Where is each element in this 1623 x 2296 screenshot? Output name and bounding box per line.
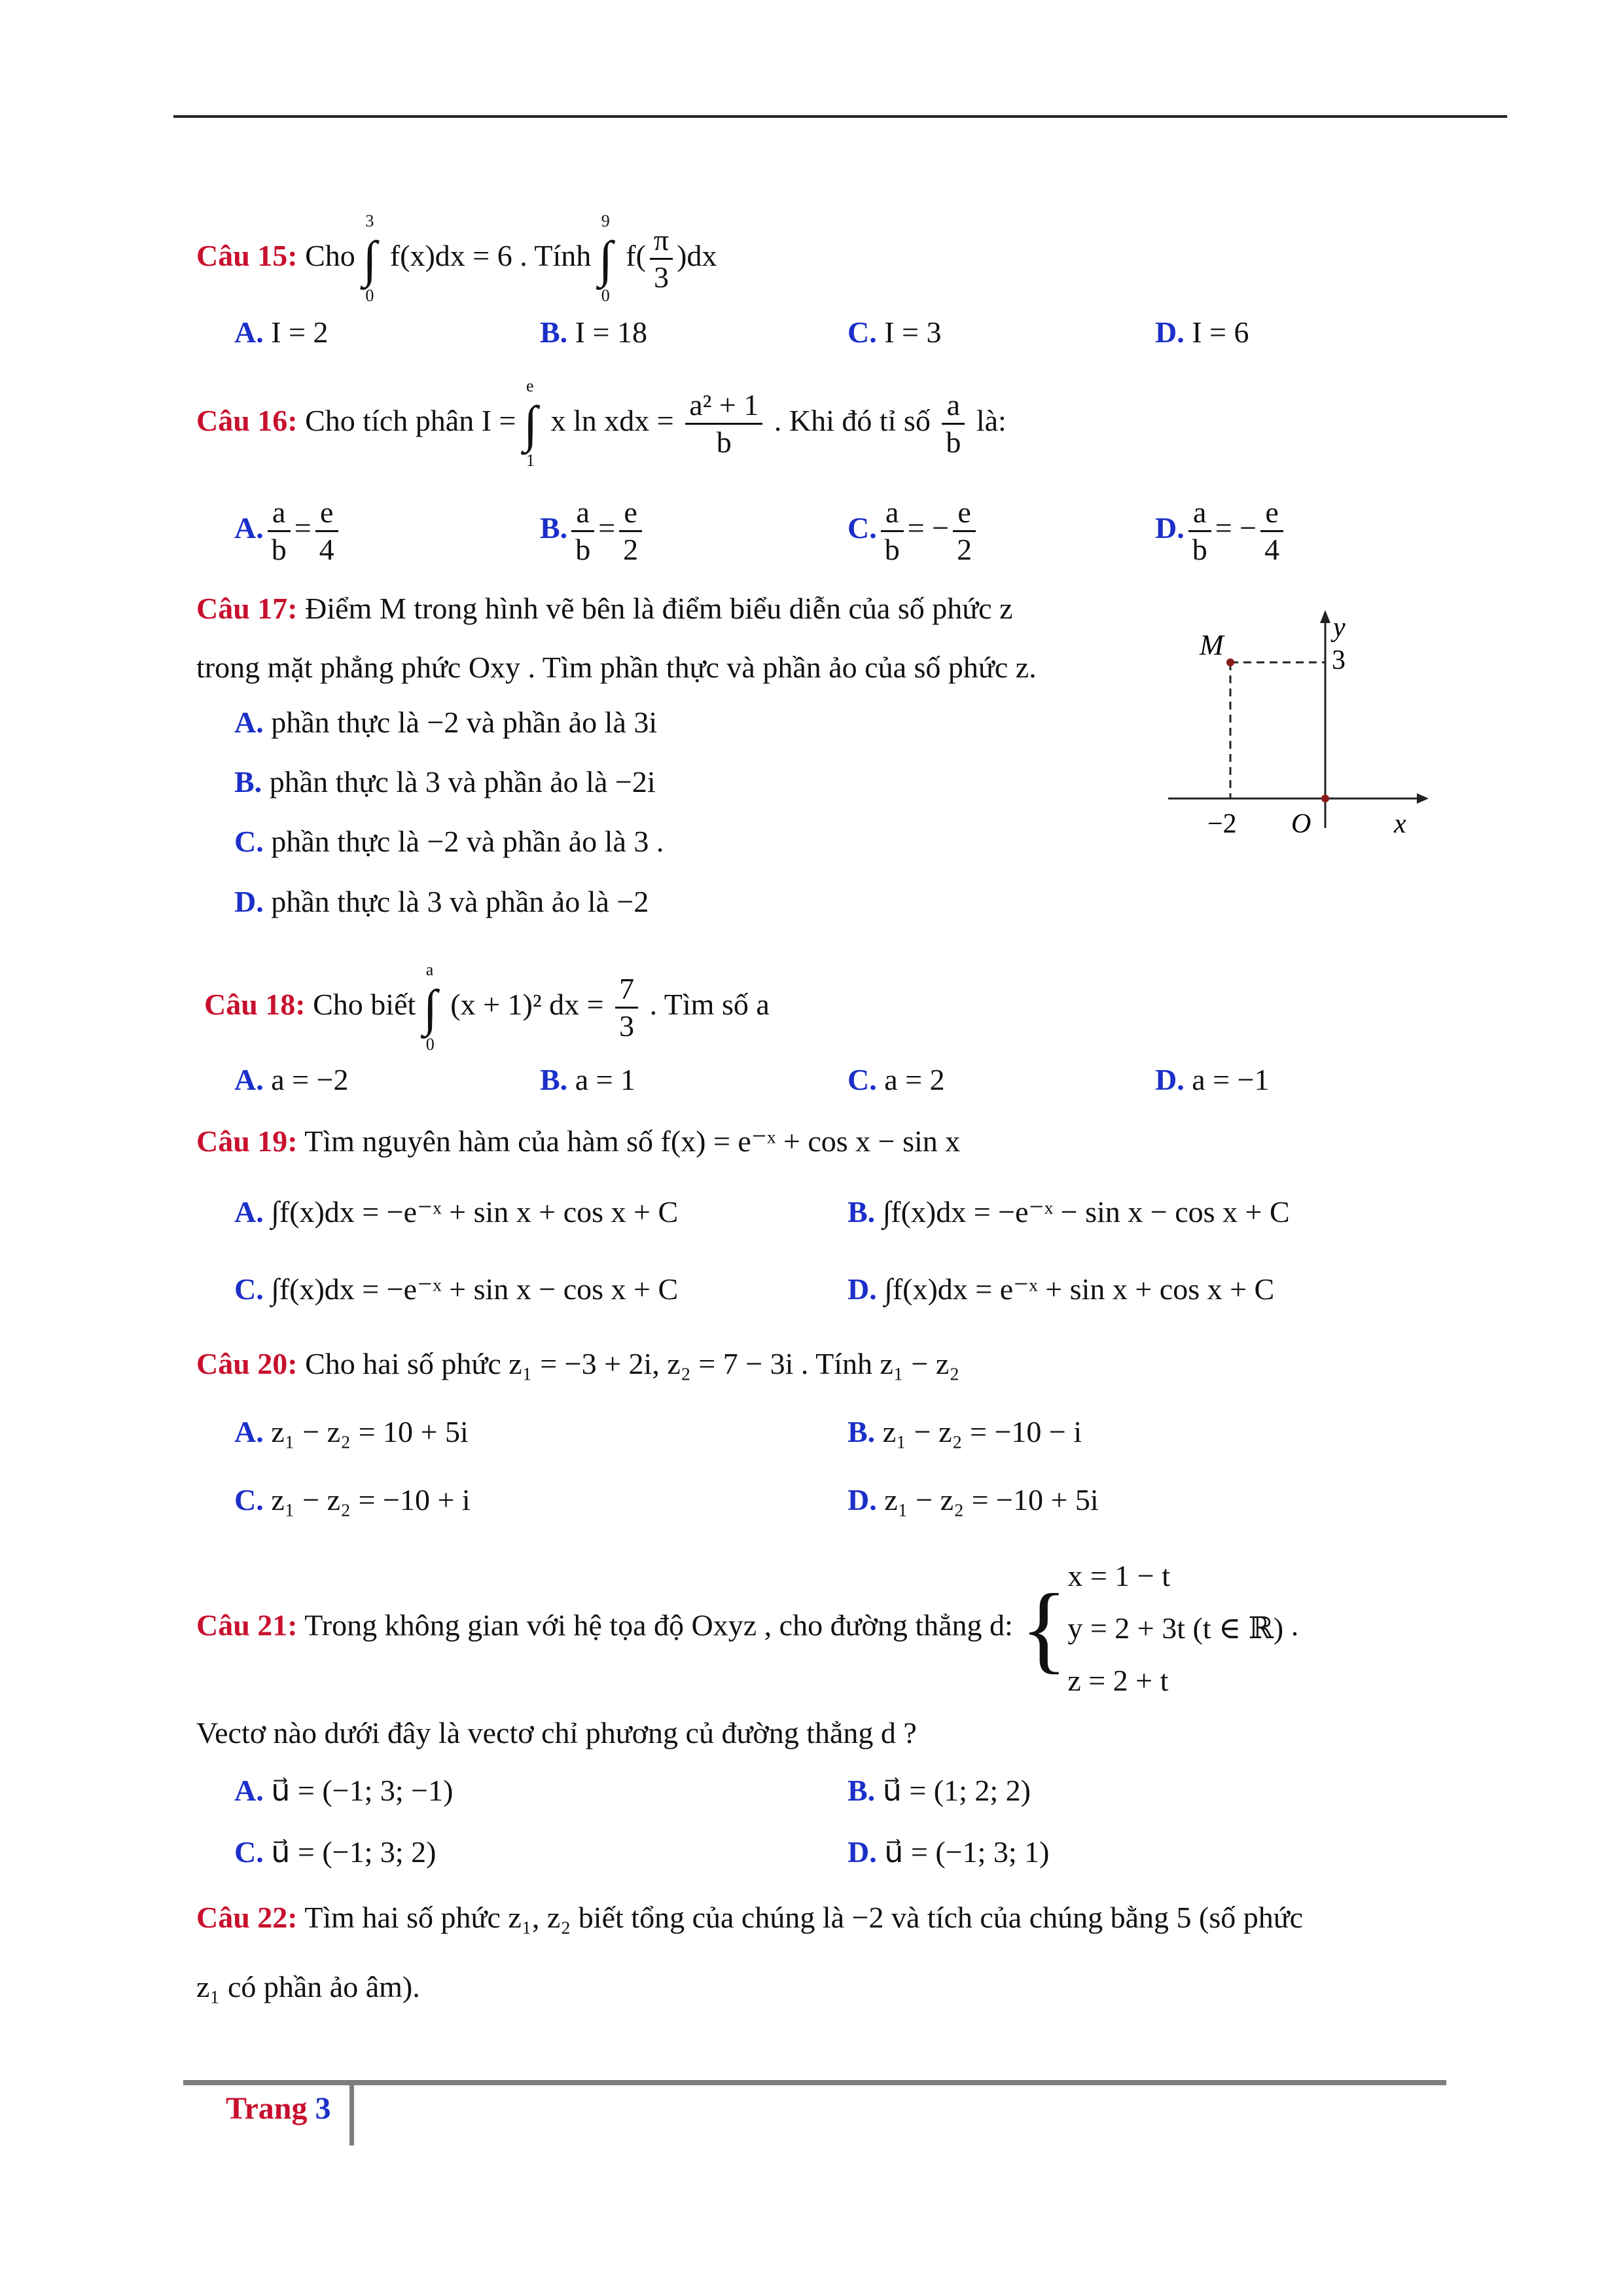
option-15-b[interactable]: B. I = 18 [540, 315, 647, 349]
option-17-a[interactable]: A. phần thực là −2 và phần ảo là 3i [234, 706, 658, 739]
option-21-a[interactable]: A. u⃗ = (−1; 3; −1) [234, 1774, 454, 1807]
question-label: Câu 19: [196, 1124, 298, 1158]
brace: { [1020, 1574, 1068, 1683]
question-18: Câu 18: Cho biết ∫ a 0 (x + 1)² dx = $\frac{7}{3}$ . Tìm số a [204, 960, 770, 1054]
option-19-b[interactable]: B. ∫f(x)dx = −e⁻ˣ − sin x − cos x + C [847, 1195, 1290, 1229]
integral-sign: ∫ e 1 [523, 376, 538, 470]
complex-plane-figure [1162, 602, 1436, 851]
option-15-d[interactable]: D. I = 6 [1155, 315, 1249, 349]
option-18-b[interactable]: B. a = 1 [540, 1063, 636, 1096]
question-16: Câu 16: Cho tích phân I = ∫ e 1 x ln xdx = $\frac{\text{a² + 1}}{b}$ . Khi đó tỉ số $\frac{a}{b}$ là: [196, 376, 1007, 470]
question-22-line1: Câu 22: Tìm hai số phức z₁, z₂ biết tổng của chúng là −2 và tích của chúng bằng 5 (số phức [196, 1901, 1304, 1934]
x-tick-label: −2 [1207, 809, 1237, 839]
integral-sign: ∫ 9 0 [598, 211, 613, 305]
equation-system: x = 1 − t y = 2 + 3t (t ∈ ℝ) z = 2 + t [1067, 1559, 1284, 1697]
header-rule [173, 115, 1507, 118]
y-axis-arrow [1320, 610, 1330, 623]
option-15-c[interactable]: C. I = 3 [847, 315, 942, 349]
option-21-b[interactable]: B. u⃗ = (1; 2; 2) [847, 1774, 1031, 1807]
question-22-line2: z₁ có phần ảo âm). [196, 1970, 420, 2003]
option-20-a[interactable]: A. z₁ − z₂ = 10 + 5i [234, 1415, 469, 1448]
option-20-d[interactable]: D. z₁ − z₂ = −10 + 5i [847, 1483, 1099, 1516]
fraction: $\frac{\pi}{3}$ [650, 223, 673, 295]
integral-sign: ∫ a 0 [423, 960, 438, 1054]
question-15: Câu 15: Cho ∫ 3 0 f(x)dx = 6 . Tính ∫ 9 0 f( $\frac{\pi}{3}$ )dx [196, 211, 717, 305]
question-21-line2: Vectơ nào dưới đây là vectơ chỉ phương củ đường thẳng d ? [196, 1716, 917, 1749]
question-17-line1: Câu 17: Điểm M trong hình vẽ bên là điểm biểu diễn của số phức z [196, 592, 1013, 625]
point-m-label: M [1200, 629, 1224, 661]
question-label: Câu 18: [204, 988, 306, 1022]
y-tick-label: 3 [1332, 645, 1346, 675]
option-21-d[interactable]: D. u⃗ = (−1; 3; 1) [847, 1835, 1050, 1869]
question-label: Câu 21: [196, 1608, 298, 1642]
question-label: Câu 15: [196, 239, 298, 273]
option-17-c[interactable]: C. phần thực là −2 và phần ảo là 3 . [234, 825, 664, 858]
origin-label: O [1291, 809, 1311, 839]
fraction: $\frac{\text{a² + 1}}{b}$ [685, 387, 762, 460]
option-17-b[interactable]: B. phần thực là 3 và phần ảo là −2i [234, 765, 656, 798]
question-label: Câu 20: [196, 1347, 298, 1380]
fraction: $\frac{7}{3}$ [615, 971, 638, 1044]
question-label: Câu 22: [196, 1901, 298, 1934]
x-axis-arrow [1417, 793, 1429, 804]
question-text: . Tính [520, 239, 592, 273]
footer-divider [349, 2085, 354, 2145]
footer-label: Trang [226, 2091, 308, 2126]
page-footer [226, 2089, 330, 2128]
option-19-c[interactable]: C. ∫f(x)dx = −e⁻ˣ + sin x − cos x + C [234, 1272, 679, 1306]
question-17-line2: trong mặt phẳng phức Oxy . Tìm phần thực và phần ảo của số phức z. [196, 651, 1037, 684]
question-20: Câu 20: Cho hai số phức z₁ = −3 + 2i, z₂ = 7 − 3i . Tính z₁ − z₂ [196, 1347, 960, 1380]
point-m [1226, 658, 1234, 666]
question-text: Cho [305, 239, 355, 273]
option-16-c[interactable]: C. $\frac{a}{b}$ = − $\frac{e}{2}$ [847, 495, 980, 567]
option-19-d[interactable]: D. ∫f(x)dx = e⁻ˣ + sin x + cos x + C [847, 1272, 1275, 1306]
x-axis-label: x [1394, 809, 1406, 839]
option-21-c[interactable]: C. u⃗ = (−1; 3; 2) [234, 1835, 437, 1869]
option-18-d[interactable]: D. a = −1 [1155, 1063, 1270, 1096]
ratio-fraction: $\frac{a}{b}$ [942, 387, 965, 460]
integral-body: f(x)dx = 6 [389, 239, 512, 273]
option-15-a[interactable]: A. I = 2 [234, 315, 329, 349]
option-18-a[interactable]: A. a = −2 [234, 1063, 349, 1096]
page-number: 3 [315, 2091, 331, 2126]
question-label: Câu 16: [196, 404, 298, 438]
option-18-c[interactable]: C. a = 2 [847, 1063, 945, 1096]
question-label: Câu 17: [196, 592, 298, 625]
option-20-c[interactable]: C. z₁ − z₂ = −10 + i [234, 1483, 471, 1516]
y-axis-label: y [1333, 613, 1346, 643]
option-16-b[interactable]: B. $\frac{a}{b}$ = $\frac{e}{2}$ [540, 495, 646, 567]
option-16-a[interactable]: A. $\frac{a}{b}$ = $\frac{e}{4}$ [234, 495, 342, 567]
option-16-d[interactable]: D. $\frac{a}{b}$ = − $\frac{e}{4}$ [1155, 495, 1287, 567]
footer-rule [183, 2080, 1446, 2085]
question-19: Câu 19: Tìm nguyên hàm của hàm số f(x) = e⁻ˣ + cos x − sin x [196, 1124, 961, 1158]
option-20-b[interactable]: B. z₁ − z₂ = −10 − i [847, 1415, 1082, 1448]
origin-point [1321, 795, 1329, 802]
option-17-d[interactable]: D. phần thực là 3 và phần ảo là −2 [234, 885, 649, 918]
option-19-a[interactable]: A. ∫f(x)dx = −e⁻ˣ + sin x + cos x + C [234, 1195, 679, 1229]
integral-sign: ∫ 3 0 [363, 211, 377, 305]
question-21: Câu 21: Trong không gian với hệ tọa độ Oxyz , cho đường thẳng d: { x = 1 − t y = 2 + 3t (t ∈ ℝ) z = 2 + t . [196, 1550, 1298, 1707]
